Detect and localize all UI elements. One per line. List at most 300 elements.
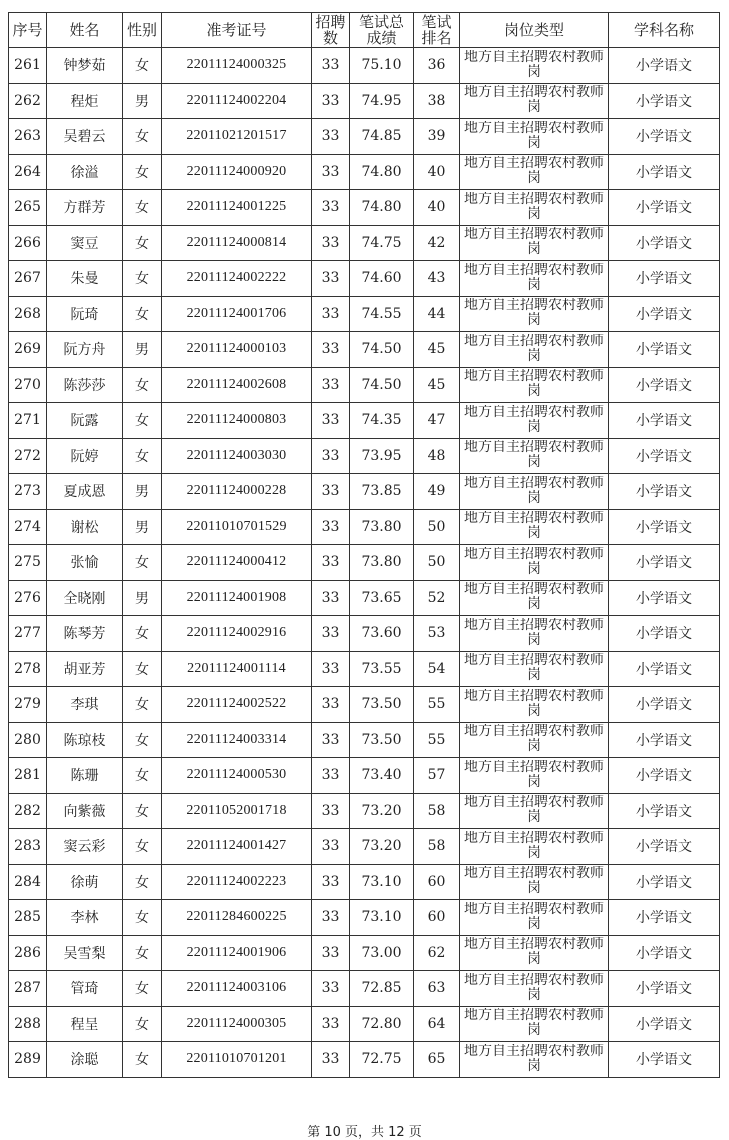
table-row <box>9 722 720 758</box>
cell-name: 胡亚芳 <box>47 651 123 687</box>
cell-score: 73.65 <box>350 580 414 616</box>
cell-score: 74.80 <box>350 154 414 190</box>
cell-gender: 女 <box>123 1042 162 1078</box>
cell-exam-id: 22011124000228 <box>162 474 312 510</box>
cell-recruit: 33 <box>312 48 350 84</box>
cell-exam-id: 22011124001114 <box>162 651 312 687</box>
cell-subject: 小学语文 <box>609 438 720 474</box>
cell-rank: 55 <box>414 687 460 723</box>
cell-post-text: 地方自主招聘农村教师岗 <box>464 262 604 293</box>
cell-subject: 小学语文 <box>609 119 720 155</box>
cell-post-text: 地方自主招聘农村教师岗 <box>464 866 604 897</box>
cell-seq: 272 <box>9 438 47 474</box>
cell-exam-id: 22011284600225 <box>162 900 312 936</box>
cell-exam-id: 22011124002222 <box>162 261 312 297</box>
cell-name: 程呈 <box>47 1006 123 1042</box>
cell-post-text: 地方自主招聘农村教师岗 <box>464 724 604 755</box>
cell-score: 73.10 <box>350 900 414 936</box>
table-row <box>9 651 720 687</box>
cell-score: 73.50 <box>350 687 414 723</box>
cell-score: 73.00 <box>350 935 414 971</box>
cell-exam-id: 22011124001225 <box>162 190 312 226</box>
table-header <box>9 13 720 48</box>
cell-subject: 小学语文 <box>609 722 720 758</box>
cell-post <box>460 616 609 652</box>
cell-post <box>460 687 609 723</box>
cell-subject: 小学语文 <box>609 296 720 332</box>
cell-post-text: 地方自主招聘农村教师岗 <box>464 937 604 968</box>
table-row <box>9 758 720 794</box>
cell-post-text: 地方自主招聘农村教师岗 <box>464 227 604 258</box>
cell-score: 72.80 <box>350 1006 414 1042</box>
cell-rank: 40 <box>414 190 460 226</box>
table-row <box>9 48 720 84</box>
cell-exam-id: 22011124001908 <box>162 580 312 616</box>
table-row <box>9 971 720 1007</box>
cell-rank: 36 <box>414 48 460 84</box>
cell-post <box>460 48 609 84</box>
cell-exam-id: 22011124002916 <box>162 616 312 652</box>
cell-post <box>460 900 609 936</box>
cell-name: 管琦 <box>47 971 123 1007</box>
cell-seq: 265 <box>9 190 47 226</box>
cell-score: 73.80 <box>350 545 414 581</box>
cell-score: 73.60 <box>350 616 414 652</box>
cell-post-text: 地方自主招聘农村教师岗 <box>464 333 604 364</box>
cell-post-text: 地方自主招聘农村教师岗 <box>464 440 604 471</box>
cell-recruit: 33 <box>312 900 350 936</box>
table-row <box>9 296 720 332</box>
cell-rank: 40 <box>414 154 460 190</box>
cell-exam-id: 22011052001718 <box>162 793 312 829</box>
cell-post <box>460 758 609 794</box>
cell-score: 72.85 <box>350 971 414 1007</box>
cell-score: 75.10 <box>350 48 414 84</box>
cell-post-text: 地方自主招聘农村教师岗 <box>464 120 604 151</box>
cell-score: 73.40 <box>350 758 414 794</box>
cell-subject: 小学语文 <box>609 900 720 936</box>
cell-gender: 女 <box>123 722 162 758</box>
cell-recruit: 33 <box>312 367 350 403</box>
cell-gender: 女 <box>123 829 162 865</box>
cell-seq: 273 <box>9 474 47 510</box>
table-row <box>9 154 720 190</box>
cell-post-text: 地方自主招聘农村教师岗 <box>464 617 604 648</box>
cell-subject: 小学语文 <box>609 474 720 510</box>
cell-subject: 小学语文 <box>609 190 720 226</box>
cell-subject: 小学语文 <box>609 261 720 297</box>
cell-seq: 283 <box>9 829 47 865</box>
cell-subject: 小学语文 <box>609 545 720 581</box>
cell-rank: 50 <box>414 545 460 581</box>
cell-rank: 55 <box>414 722 460 758</box>
cell-rank: 53 <box>414 616 460 652</box>
cell-name: 陈珊 <box>47 758 123 794</box>
cell-seq: 278 <box>9 651 47 687</box>
cell-exam-id: 22011124002223 <box>162 864 312 900</box>
cell-recruit: 33 <box>312 296 350 332</box>
cell-exam-id: 22011124000803 <box>162 403 312 439</box>
cell-subject: 小学语文 <box>609 758 720 794</box>
cell-subject: 小学语文 <box>609 48 720 84</box>
cell-rank: 50 <box>414 509 460 545</box>
cell-subject: 小学语文 <box>609 367 720 403</box>
cell-subject: 小学语文 <box>609 509 720 545</box>
cell-recruit: 33 <box>312 864 350 900</box>
header-seq: 序号 <box>9 13 47 48</box>
cell-gender: 女 <box>123 225 162 261</box>
cell-post-text: 地方自主招聘农村教师岗 <box>464 653 604 684</box>
table-row <box>9 829 720 865</box>
table-row <box>9 900 720 936</box>
cell-name: 谢松 <box>47 509 123 545</box>
cell-score: 74.80 <box>350 190 414 226</box>
cell-seq: 275 <box>9 545 47 581</box>
cell-recruit: 33 <box>312 154 350 190</box>
cell-score: 74.55 <box>350 296 414 332</box>
cell-post <box>460 864 609 900</box>
cell-seq: 270 <box>9 367 47 403</box>
cell-subject: 小学语文 <box>609 687 720 723</box>
cell-post-text: 地方自主招聘农村教师岗 <box>464 1008 604 1039</box>
cell-score: 74.60 <box>350 261 414 297</box>
cell-post-text: 地方自主招聘农村教师岗 <box>464 49 604 80</box>
cell-recruit: 33 <box>312 687 350 723</box>
cell-gender: 女 <box>123 793 162 829</box>
cell-post <box>460 1042 609 1078</box>
table-body <box>9 48 720 1078</box>
cell-post-text: 地方自主招聘农村教师岗 <box>464 1043 604 1074</box>
cell-exam-id: 22011124001706 <box>162 296 312 332</box>
cell-gender: 女 <box>123 438 162 474</box>
cell-exam-id: 22011124000412 <box>162 545 312 581</box>
cell-post-text: 地方自主招聘农村教师岗 <box>464 156 604 187</box>
cell-gender: 女 <box>123 48 162 84</box>
cell-name: 吴碧云 <box>47 119 123 155</box>
cell-name: 阮方舟 <box>47 332 123 368</box>
cell-post <box>460 793 609 829</box>
table-row <box>9 190 720 226</box>
cell-seq: 262 <box>9 83 47 119</box>
cell-post <box>460 367 609 403</box>
cell-name: 徐萌 <box>47 864 123 900</box>
cell-seq: 271 <box>9 403 47 439</box>
cell-rank: 49 <box>414 474 460 510</box>
cell-gender: 女 <box>123 935 162 971</box>
cell-gender: 男 <box>123 83 162 119</box>
cell-post <box>460 651 609 687</box>
header-recruit: 招聘数 <box>312 13 350 48</box>
cell-rank: 43 <box>414 261 460 297</box>
cell-name: 徐溢 <box>47 154 123 190</box>
cell-exam-id: 22011124000325 <box>162 48 312 84</box>
cell-rank: 45 <box>414 332 460 368</box>
header-exam-id: 准考证号 <box>162 13 312 48</box>
cell-rank: 60 <box>414 900 460 936</box>
cell-recruit: 33 <box>312 119 350 155</box>
cell-rank: 45 <box>414 367 460 403</box>
cell-post <box>460 935 609 971</box>
cell-seq: 269 <box>9 332 47 368</box>
header-gender: 性别 <box>123 13 162 48</box>
table-row <box>9 793 720 829</box>
table-row <box>9 545 720 581</box>
cell-rank: 58 <box>414 793 460 829</box>
cell-subject: 小学语文 <box>609 971 720 1007</box>
cell-score: 73.10 <box>350 864 414 900</box>
cell-seq: 264 <box>9 154 47 190</box>
cell-gender: 女 <box>123 1006 162 1042</box>
cell-subject: 小学语文 <box>609 616 720 652</box>
cell-recruit: 33 <box>312 190 350 226</box>
cell-seq: 274 <box>9 509 47 545</box>
cell-recruit: 33 <box>312 83 350 119</box>
cell-post-text: 地方自主招聘农村教师岗 <box>464 830 604 861</box>
cell-gender: 女 <box>123 119 162 155</box>
cell-rank: 52 <box>414 580 460 616</box>
cell-subject: 小学语文 <box>609 225 720 261</box>
cell-score: 74.95 <box>350 83 414 119</box>
cell-score: 73.85 <box>350 474 414 510</box>
cell-exam-id: 22011021201517 <box>162 119 312 155</box>
cell-exam-id: 22011124002522 <box>162 687 312 723</box>
cell-seq: 266 <box>9 225 47 261</box>
cell-score: 74.50 <box>350 367 414 403</box>
cell-name: 陈琼枝 <box>47 722 123 758</box>
cell-post-text: 地方自主招聘农村教师岗 <box>464 582 604 613</box>
cell-gender: 男 <box>123 580 162 616</box>
cell-recruit: 33 <box>312 758 350 794</box>
cell-rank: 65 <box>414 1042 460 1078</box>
table-row <box>9 261 720 297</box>
cell-name: 窦豆 <box>47 225 123 261</box>
cell-gender: 男 <box>123 509 162 545</box>
cell-gender: 女 <box>123 864 162 900</box>
cell-seq: 286 <box>9 935 47 971</box>
cell-gender: 男 <box>123 332 162 368</box>
cell-recruit: 33 <box>312 971 350 1007</box>
cell-post <box>460 474 609 510</box>
page-footer: 第 10 页，共 12 页 <box>307 1125 422 1140</box>
cell-post-text: 地方自主招聘农村教师岗 <box>464 511 604 542</box>
cell-name: 程炬 <box>47 83 123 119</box>
cell-score: 74.50 <box>350 332 414 368</box>
cell-recruit: 33 <box>312 545 350 581</box>
cell-name: 陈莎莎 <box>47 367 123 403</box>
cell-post-text: 地方自主招聘农村教师岗 <box>464 404 604 435</box>
cell-post <box>460 971 609 1007</box>
cell-recruit: 33 <box>312 580 350 616</box>
cell-seq: 263 <box>9 119 47 155</box>
cell-gender: 女 <box>123 367 162 403</box>
cell-post <box>460 722 609 758</box>
cell-subject: 小学语文 <box>609 403 720 439</box>
cell-name: 阮琦 <box>47 296 123 332</box>
cell-name: 阮露 <box>47 403 123 439</box>
table-row <box>9 403 720 439</box>
cell-rank: 57 <box>414 758 460 794</box>
header-rank: 笔试排名 <box>414 13 460 48</box>
header-score: 笔试总成绩 <box>350 13 414 48</box>
cell-exam-id: 22011124003314 <box>162 722 312 758</box>
cell-subject: 小学语文 <box>609 651 720 687</box>
cell-rank: 48 <box>414 438 460 474</box>
cell-gender: 女 <box>123 154 162 190</box>
cell-recruit: 33 <box>312 793 350 829</box>
cell-exam-id: 22011124003106 <box>162 971 312 1007</box>
cell-name: 夏成恩 <box>47 474 123 510</box>
cell-name: 方群芳 <box>47 190 123 226</box>
cell-score: 73.95 <box>350 438 414 474</box>
results-table <box>8 12 720 1078</box>
cell-name: 朱曼 <box>47 261 123 297</box>
cell-subject: 小学语文 <box>609 1006 720 1042</box>
table-row <box>9 119 720 155</box>
cell-subject: 小学语文 <box>609 83 720 119</box>
cell-rank: 64 <box>414 1006 460 1042</box>
cell-gender: 女 <box>123 403 162 439</box>
cell-exam-id: 22011124000920 <box>162 154 312 190</box>
cell-subject: 小学语文 <box>609 935 720 971</box>
cell-recruit: 33 <box>312 509 350 545</box>
cell-recruit: 33 <box>312 935 350 971</box>
table-row <box>9 616 720 652</box>
cell-gender: 女 <box>123 261 162 297</box>
cell-rank: 62 <box>414 935 460 971</box>
table-row <box>9 367 720 403</box>
cell-post-text: 地方自主招聘农村教师岗 <box>464 759 604 790</box>
cell-recruit: 33 <box>312 474 350 510</box>
cell-seq: 289 <box>9 1042 47 1078</box>
cell-score: 73.55 <box>350 651 414 687</box>
cell-post <box>460 154 609 190</box>
table-row <box>9 1042 720 1078</box>
cell-rank: 54 <box>414 651 460 687</box>
cell-rank: 38 <box>414 83 460 119</box>
header-subject: 学科名称 <box>609 13 720 48</box>
cell-score: 73.80 <box>350 509 414 545</box>
cell-post <box>460 829 609 865</box>
cell-score: 73.50 <box>350 722 414 758</box>
cell-name: 张愉 <box>47 545 123 581</box>
cell-recruit: 33 <box>312 438 350 474</box>
header-name: 姓名 <box>47 13 123 48</box>
cell-name: 钟梦茹 <box>47 48 123 84</box>
cell-post <box>460 403 609 439</box>
cell-seq: 267 <box>9 261 47 297</box>
cell-gender: 女 <box>123 900 162 936</box>
cell-post <box>460 509 609 545</box>
cell-post-text: 地方自主招聘农村教师岗 <box>464 546 604 577</box>
cell-recruit: 33 <box>312 332 350 368</box>
table-row <box>9 935 720 971</box>
cell-post <box>460 545 609 581</box>
cell-subject: 小学语文 <box>609 1042 720 1078</box>
cell-recruit: 33 <box>312 722 350 758</box>
cell-seq: 280 <box>9 722 47 758</box>
cell-rank: 63 <box>414 971 460 1007</box>
cell-post <box>460 261 609 297</box>
cell-recruit: 33 <box>312 1042 350 1078</box>
cell-exam-id: 22011124001427 <box>162 829 312 865</box>
cell-score: 72.75 <box>350 1042 414 1078</box>
cell-post-text: 地方自主招聘农村教师岗 <box>464 688 604 719</box>
cell-subject: 小学语文 <box>609 864 720 900</box>
cell-subject: 小学语文 <box>609 154 720 190</box>
cell-post-text: 地方自主招聘农村教师岗 <box>464 901 604 932</box>
table-row <box>9 438 720 474</box>
cell-seq: 288 <box>9 1006 47 1042</box>
cell-recruit: 33 <box>312 261 350 297</box>
cell-rank: 42 <box>414 225 460 261</box>
cell-recruit: 33 <box>312 403 350 439</box>
cell-recruit: 33 <box>312 651 350 687</box>
cell-name: 李林 <box>47 900 123 936</box>
cell-gender: 女 <box>123 687 162 723</box>
cell-seq: 282 <box>9 793 47 829</box>
cell-recruit: 33 <box>312 616 350 652</box>
cell-gender: 女 <box>123 616 162 652</box>
cell-score: 73.20 <box>350 793 414 829</box>
cell-seq: 284 <box>9 864 47 900</box>
cell-rank: 44 <box>414 296 460 332</box>
cell-exam-id: 22011124000814 <box>162 225 312 261</box>
cell-score: 74.35 <box>350 403 414 439</box>
cell-score: 74.85 <box>350 119 414 155</box>
cell-post-text: 地方自主招聘农村教师岗 <box>464 85 604 116</box>
cell-name: 全晓刚 <box>47 580 123 616</box>
cell-rank: 47 <box>414 403 460 439</box>
cell-post <box>460 438 609 474</box>
cell-subject: 小学语文 <box>609 580 720 616</box>
cell-name: 吴雪梨 <box>47 935 123 971</box>
cell-subject: 小学语文 <box>609 829 720 865</box>
cell-recruit: 33 <box>312 1006 350 1042</box>
table-row <box>9 332 720 368</box>
cell-gender: 女 <box>123 971 162 1007</box>
cell-post <box>460 119 609 155</box>
cell-rank: 58 <box>414 829 460 865</box>
cell-gender: 女 <box>123 190 162 226</box>
cell-name: 窦云彩 <box>47 829 123 865</box>
cell-exam-id: 22011124002608 <box>162 367 312 403</box>
cell-subject: 小学语文 <box>609 793 720 829</box>
cell-gender: 女 <box>123 651 162 687</box>
cell-name: 李琪 <box>47 687 123 723</box>
cell-post-text: 地方自主招聘农村教师岗 <box>464 475 604 506</box>
cell-post-text: 地方自主招聘农村教师岗 <box>464 191 604 222</box>
table-row <box>9 580 720 616</box>
cell-seq: 281 <box>9 758 47 794</box>
table-row <box>9 1006 720 1042</box>
cell-seq: 287 <box>9 971 47 1007</box>
cell-name: 涂聪 <box>47 1042 123 1078</box>
cell-post-text: 地方自主招聘农村教师岗 <box>464 298 604 329</box>
cell-exam-id: 22011124000530 <box>162 758 312 794</box>
cell-recruit: 33 <box>312 225 350 261</box>
cell-post <box>460 190 609 226</box>
cell-post <box>460 1006 609 1042</box>
cell-gender: 女 <box>123 758 162 794</box>
table-row <box>9 864 720 900</box>
cell-score: 74.75 <box>350 225 414 261</box>
cell-exam-id: 22011124000305 <box>162 1006 312 1042</box>
cell-rank: 60 <box>414 864 460 900</box>
cell-exam-id: 22011124001906 <box>162 935 312 971</box>
table-row <box>9 474 720 510</box>
cell-name: 向紫薇 <box>47 793 123 829</box>
cell-post <box>460 332 609 368</box>
